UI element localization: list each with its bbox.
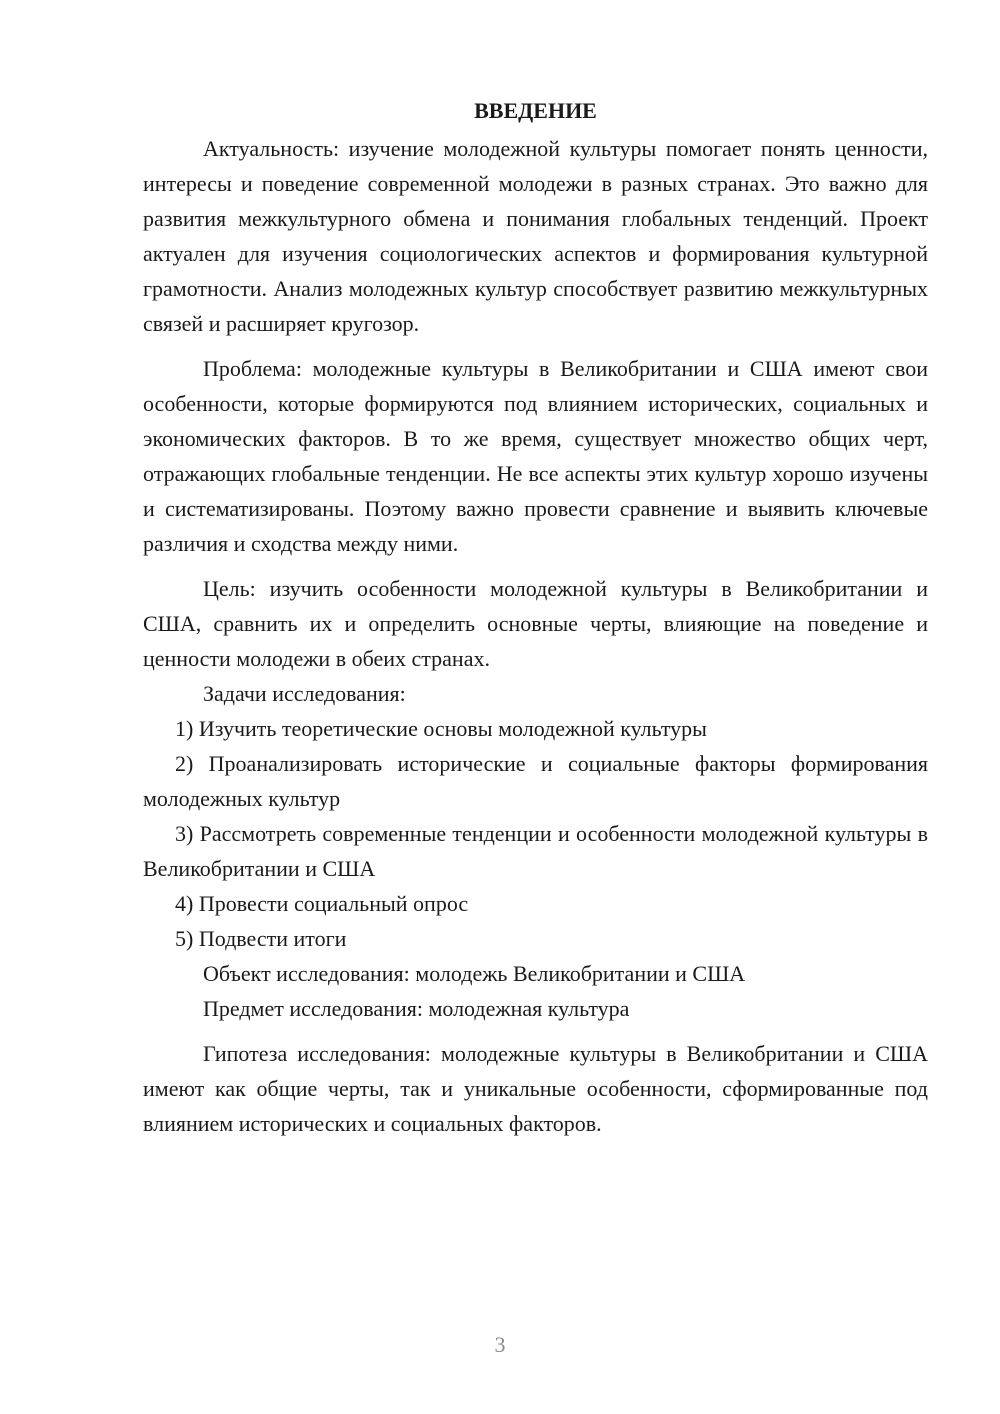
document-page (143, 93, 928, 1141)
subject-paragraph: Предмет исследования: молодежная культура (203, 996, 630, 1021)
task-item-3: 3) Рассмотреть современные тенденции и особенности молодежной культуры в Великобритании и США (143, 821, 928, 881)
hypothesis-paragraph: Гипотеза исследования: молодежные культуры в Великобритании и США имеют как общие черты, так и уникальные особенности, сформированные под влиянием исторических и социальных факторов. (143, 1041, 928, 1136)
task-item-2: 2) Проанализировать исторические и социальные факторы формирования молодежных культур (143, 751, 928, 811)
relevance-paragraph: Актуальность: изучение молодежной культуры помогает понять ценности, интересы и поведение современной молодежи в разных странах. Это важно для развития межкультурного обмена и понимания глобальных тенденций. Проект актуален для изучения социологических аспектов и формирования культурной грамотности. Анализ молодежных культур способствует развитию межкультурных связей и расширяет кругозор. (143, 136, 928, 336)
task-item-5: 5) Подвести итоги (175, 926, 347, 951)
goal-paragraph: Цель: изучить особенности молодежной культуры в Великобритании и США, сравнить их и определить основные черты, влияющие на поведение и ценности молодежи в обеих странах. (143, 576, 928, 671)
page-number: 3 (494, 1332, 506, 1357)
task-item-4: 4) Провести социальный опрос (175, 891, 469, 916)
problem-paragraph: Проблема: молодежные культуры в Великобритании и США имеют свои особенности, которые формируются под влиянием исторических, социальных и экономических факторов. В то же время, существует множество общих черт, отражающих глобальные тенденции. Не все аспекты этих культур хорошо изучены и систематизированы. Поэтому важно провести сравнение и выявить ключевые различия и сходства между ними. (143, 356, 928, 556)
task-item-1: 1) Изучить теоретические основы молодежной культуры (175, 716, 707, 741)
tasks-title: Задачи исследования: (203, 681, 406, 706)
section-heading: ВВЕДЕНИЕ (474, 98, 597, 123)
object-paragraph: Объект исследования: молодежь Великобритании и США (203, 961, 746, 986)
